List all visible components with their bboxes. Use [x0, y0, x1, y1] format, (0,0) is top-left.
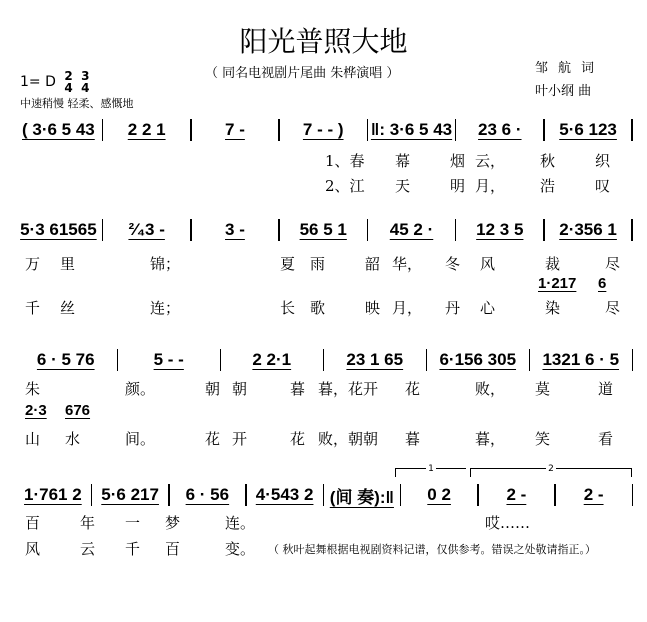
lyric-word: 千 — [125, 540, 141, 558]
lyric-word: 水 — [65, 430, 81, 448]
time-signature-2-4 — [64, 70, 72, 94]
measure: 23 6 · — [478, 120, 522, 139]
bar-line — [632, 484, 634, 506]
lyric-word: 秋 — [540, 152, 556, 170]
composer-credit: 叶小纲 曲 — [535, 84, 592, 99]
alternate-notes: 1·217 — [538, 275, 577, 292]
lyric-word: 里 — [60, 255, 76, 273]
lyric-word: 尽 — [605, 299, 621, 317]
time-num: 3 — [81, 69, 90, 83]
measure: ²⁄₄3 - — [128, 220, 165, 239]
lyric-word: 尽 — [605, 255, 621, 273]
staff-line — [15, 483, 633, 507]
lyric-word: 韶 — [365, 255, 381, 273]
lyric-word: 百 — [165, 540, 181, 558]
lyric-word: 雨 — [310, 255, 326, 273]
measure: 5·6 123 — [559, 120, 617, 139]
key-signature — [20, 70, 90, 94]
lyric-word: 暮 — [290, 380, 306, 398]
lyric-word: 2、江 — [325, 177, 365, 195]
measure: 7 - - ) — [302, 120, 344, 139]
measure: 2 2 1 — [127, 120, 166, 139]
measure: ‖: 3·6 5 43 — [370, 120, 453, 139]
measure: 2 - — [506, 485, 527, 504]
measure: 23 1 65 — [346, 350, 404, 369]
measure: 2·356 1 — [559, 220, 617, 239]
lyric-word: 云 — [80, 540, 96, 558]
measure: 7 - — [225, 120, 245, 139]
staff-line — [15, 118, 633, 142]
alternate-notes: 6 — [598, 275, 607, 292]
measure: 2 - — [583, 485, 604, 504]
volta-2 — [470, 464, 632, 477]
lyric-word: 天 — [395, 177, 411, 195]
lyric-word: 裁 — [545, 255, 561, 273]
lyric-word: 山 — [25, 430, 41, 448]
time-den: 4 — [64, 81, 73, 95]
lyric-word: 花 — [290, 430, 306, 448]
lyric-word: 万 — [25, 255, 41, 273]
staff-line — [15, 348, 633, 372]
measure: 45 2 · — [389, 220, 434, 239]
lyric-word: 莫 — [535, 380, 551, 398]
lyric-word: 浩 — [540, 177, 556, 195]
lyric-word: 风 — [25, 540, 41, 558]
lyric-word: 败， — [475, 380, 506, 398]
song-title: 阳光普照大地 — [239, 25, 408, 58]
time-den: 4 — [81, 81, 90, 95]
lyric-word: 花 — [205, 430, 221, 448]
lyric-word: 幕 — [395, 152, 411, 170]
lyric-word: 明 — [450, 177, 466, 195]
lyric-word: 华， — [392, 255, 423, 273]
measure: 2 2·1 — [252, 350, 292, 369]
alternate-notes: 676 — [65, 402, 91, 419]
lyric-word: 染 — [545, 299, 561, 317]
lyric-word: 梦 — [165, 514, 181, 532]
lyric-word: 连。 — [225, 514, 256, 532]
measure: 5·3 61565 — [20, 220, 97, 239]
measure: 5·6 217 — [101, 485, 159, 504]
volta-label: 2 — [548, 464, 554, 474]
lyric-word: 暮， — [475, 430, 506, 448]
lyric-word: 冬 — [445, 255, 461, 273]
lyric-word: 叹 — [595, 177, 611, 195]
lyric-word: 花 — [405, 380, 421, 398]
measure: 12 3 5 — [476, 220, 524, 239]
lyric-word: 织 — [595, 152, 611, 170]
lyric-word: 丹 — [445, 299, 461, 317]
footnote: （ 秋叶起舞根据电视剧资料记谱，仅供参考。错误之处敬请指正。） — [268, 543, 596, 556]
measure: 1·761 2 — [24, 485, 82, 504]
time-num: 2 — [64, 69, 73, 83]
volta-label: 1 — [428, 464, 434, 474]
lyric-word: 年 — [80, 514, 96, 532]
lyric-word: 百 — [25, 514, 41, 532]
lyric-word: 千 — [25, 299, 41, 317]
lyric-word: 风 — [480, 255, 496, 273]
lyric-word: 朱 — [25, 380, 41, 398]
lyric-word: 歌 — [310, 299, 326, 317]
staff-line — [15, 218, 633, 242]
lyric-word: 月， — [475, 177, 506, 195]
bar-line — [631, 219, 633, 241]
lyric-word: 开 — [232, 430, 248, 448]
measure: 3 - — [225, 220, 245, 239]
measure: 6 · 56 — [185, 485, 230, 504]
lyric-word: 1、春 — [325, 152, 365, 170]
lyric-word: 暮，花开 — [318, 380, 379, 398]
lyric-word: 月， — [392, 299, 423, 317]
measure: 0 2 — [427, 485, 451, 504]
lyric-word: 暮 — [405, 430, 421, 448]
lyric-word: 烟 — [450, 152, 466, 170]
alternate-notes: 2·3 — [25, 402, 47, 419]
measure: 1321 6 · 5 — [542, 350, 620, 369]
key-label: 1= D — [20, 74, 56, 90]
lyric-word: 道 — [598, 380, 614, 398]
song-subtitle: （ 同名电视剧片尾曲 朱桦演唱 ） — [205, 66, 400, 81]
measure: 4·543 2 — [255, 485, 314, 504]
lyric-word: 哎…… — [485, 514, 531, 532]
measure: 5 - - — [153, 350, 184, 369]
lyric-word: 败，朝朝 — [318, 430, 379, 448]
lyric-word: 变。 — [225, 540, 256, 558]
lyricist-credit: 邹航词 — [535, 61, 605, 76]
measure: 6·156 305 — [439, 350, 517, 369]
time-signature-3-4 — [81, 70, 89, 94]
lyric-word: 夏 — [280, 255, 296, 273]
lyric-word: 一 — [125, 514, 141, 532]
measure: ( 3·6 5 43 — [22, 120, 95, 139]
lyric-word: 映 — [365, 299, 381, 317]
lyric-word: 云， — [475, 152, 506, 170]
lyric-word: 朝 — [232, 380, 248, 398]
lyric-word: 连； — [150, 299, 181, 317]
lyric-word: 笑 — [535, 430, 551, 448]
lyric-word: 心 — [480, 299, 496, 317]
tempo-marking: 中速稍慢 轻柔、感慨地 — [20, 97, 134, 110]
measure: (间 奏):‖ — [329, 487, 394, 507]
lyric-word: 颜。 — [125, 380, 156, 398]
lyric-word: 长 — [280, 299, 296, 317]
lyric-word: 锦； — [150, 255, 181, 273]
volta-1 — [395, 464, 466, 477]
lyric-word: 间。 — [125, 430, 156, 448]
lyric-word: 看 — [598, 430, 614, 448]
bar-line — [632, 349, 634, 371]
measure: 56 5 1 — [299, 220, 347, 239]
lyric-word: 朝 — [205, 380, 221, 398]
bar-line — [631, 119, 633, 141]
measure: 6 · 5 76 — [36, 350, 95, 369]
lyric-word: 丝 — [60, 299, 76, 317]
